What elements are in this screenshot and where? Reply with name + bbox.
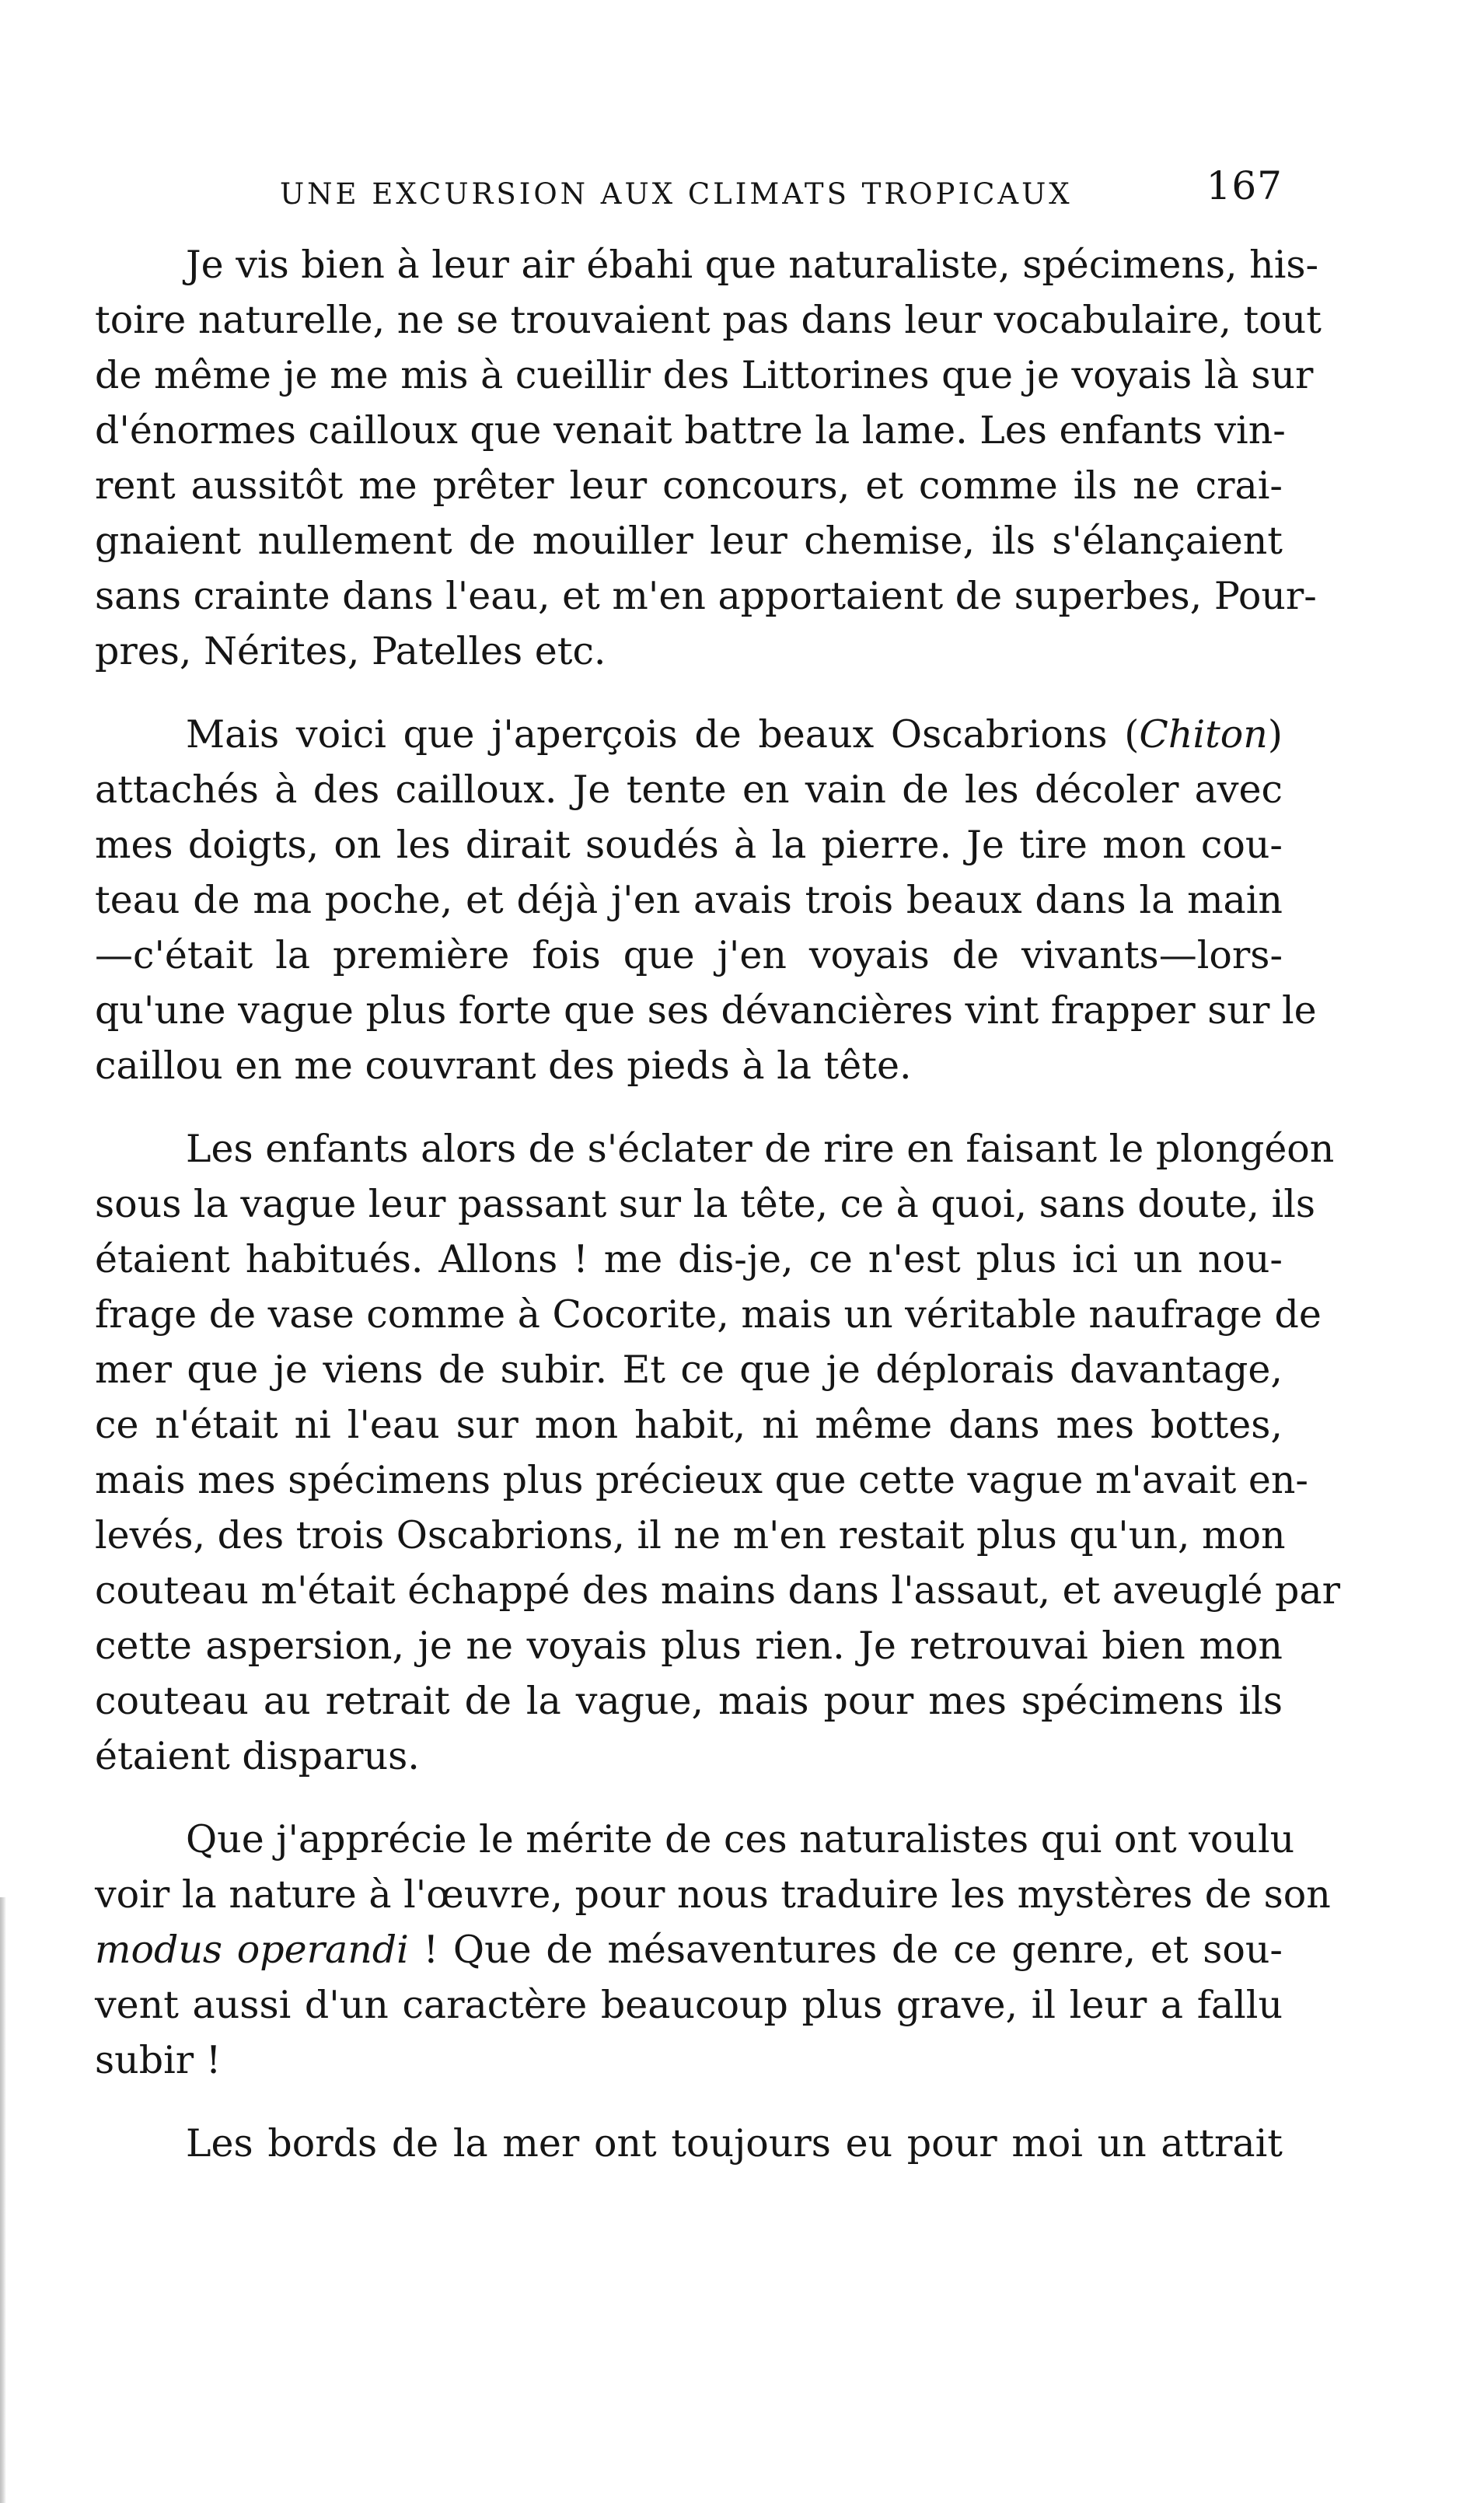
- text-line: Les enfants alors de s'éclater de rire en faisant le plongéon: [186, 1127, 1335, 1171]
- text-line: d'énormes cailloux que venait battre la lame. Les enfants vin-: [95, 408, 1286, 453]
- text-line: couteau au retrait de la vague, mais pour mes spécimens ils: [95, 1679, 1283, 1723]
- paragraph-5: [95, 2116, 1283, 2171]
- text-line: pres, Nérites, Patelles etc.: [95, 629, 606, 673]
- text-line: étaient disparus.: [95, 1734, 420, 1778]
- text-line: levés, des trois Oscabrions, il ne m'en restait plus qu'un, mon: [95, 1513, 1286, 1557]
- paragraph-1: [95, 237, 1322, 679]
- text-line: [95, 707, 1283, 762]
- body-text: [95, 237, 1340, 2199]
- text-line: caillou en me couvrant des pieds à la tête.: [95, 1043, 912, 1088]
- text-line: teau de ma poche, et déjà j'en avais trois beaux dans la main: [95, 878, 1283, 922]
- text-line: attachés à des cailloux. Je tente en vain de les décoler avec: [95, 767, 1283, 812]
- text-line: —c'était la première fois que j'en voyais de vivants—lors-: [95, 933, 1283, 977]
- paragraph-2: [95, 707, 1317, 1093]
- text-line: toire naturelle, ne se trouvaient pas dans leur vocabulaire, tout: [95, 298, 1322, 342]
- paragraph-3: [95, 1121, 1340, 1784]
- text-line: modus operandi ! Que de mésaventures de ce genre, et sou-: [95, 1928, 1283, 1972]
- text-line: qu'une vague plus forte que ses dévancières vint frapper sur le: [95, 988, 1317, 1033]
- text-line: gnaient nullement de mouiller leur chemise, ils s'élançaient: [95, 519, 1283, 563]
- text-line: Que j'apprécie le mérite de ces naturalistes qui ont voulu: [186, 1817, 1295, 1862]
- italic-term: modus operandi: [95, 1928, 409, 1972]
- text-line: frage de vase comme à Cocorite, mais un véritable naufrage de: [95, 1292, 1322, 1337]
- text-line: couteau m'était échappé des mains dans l'assaut, et aveuglé par: [95, 1568, 1340, 1613]
- italic-term: Chiton: [1139, 712, 1268, 757]
- text-line: ce n'était ni l'eau sur mon habit, ni même dans mes bottes,: [95, 1403, 1283, 1447]
- text-line: mer que je viens de subir. Et ce que je déplorais davantage,: [95, 1348, 1283, 1392]
- text-line: rent aussitôt me prêter leur concours, et comme ils ne crai-: [95, 463, 1283, 508]
- text-line: sous la vague leur passant sur la tête, ce à quoi, sans doute, ils: [95, 1182, 1316, 1226]
- running-head: UNE EXCURSION AUX CLIMATS TROPICAUX: [280, 177, 1073, 211]
- text-line: voir la nature à l'œuvre, pour nous traduire les mystères de son: [95, 1872, 1331, 1917]
- text-line: sans crainte dans l'eau, et m'en apportaient de superbes, Pour-: [95, 574, 1317, 618]
- page-edge-shadow: [0, 1897, 6, 2503]
- text-line: mais mes spécimens plus précieux que cette vague m'avait en-: [95, 1458, 1308, 1502]
- text-line: subir !: [95, 2038, 222, 2082]
- text-line: Les bords de la mer ont toujours eu pour moi un attrait: [186, 2121, 1283, 2166]
- text-line: mes doigts, on les dirait soudés à la pierre. Je tire mon cou-: [95, 823, 1283, 867]
- page-header: [264, 163, 1283, 225]
- text-line: vent aussi d'un caractère beaucoup plus grave, il leur a fallu: [95, 1983, 1283, 2027]
- text-fragment: Mais voici que j'aperçois de beaux Oscabrions (Chiton): [186, 712, 1283, 757]
- text-line: Je vis bien à leur air ébahi que naturaliste, spécimens, his-: [186, 243, 1319, 287]
- text-line: cette aspersion, je ne voyais plus rien. Je retrouvai bien mon: [95, 1624, 1283, 1668]
- text-line: de même je me mis à cueillir des Littorines que je voyais là sur: [95, 353, 1314, 397]
- page-number: 167: [1206, 163, 1283, 208]
- text-line: étaient habitués. Allons ! me dis-je, ce n'est plus ici un nou-: [95, 1237, 1283, 1281]
- paragraph-4: [95, 1812, 1331, 2088]
